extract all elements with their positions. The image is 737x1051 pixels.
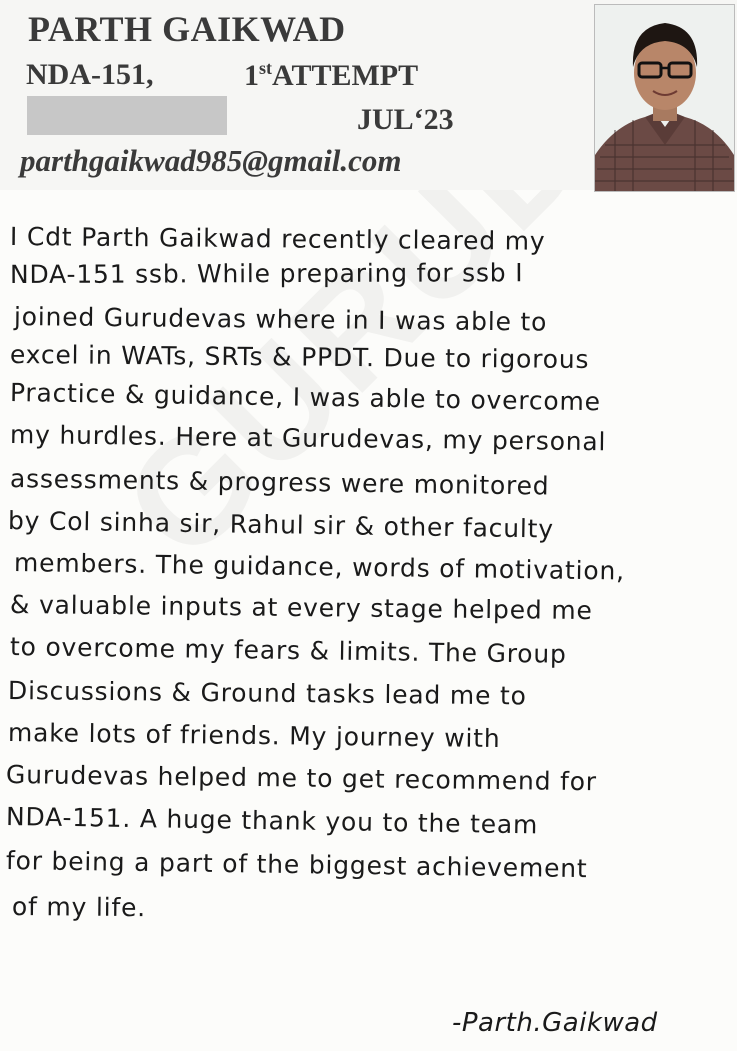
letter-line: of my life. [11,892,147,923]
letter-line: assessments & progress were monitored [9,464,550,501]
letter-line: Discussions & Ground tasks lead me to [7,676,527,711]
attempt-suffix: st [259,58,272,78]
candidate-name: PARTH GAIKWAD [28,9,346,49]
signature: -Parth.Gaikwad [452,1008,658,1038]
date-label: JUL‘23 [357,103,454,136]
email-address: parthgaikwad985@gmail.com [20,143,402,178]
letter-line: NDA-151 ssb. While preparing for ssb I [9,258,524,289]
letter-line: excel in WATs, SRTs & PPDT. Due to rigorous [9,340,590,375]
letter-line: Practice & guidance, I was able to overcome [9,378,602,417]
letter-line: for being a part of the biggest achievement [5,846,588,884]
batch-label: NDA-151, [26,58,154,91]
letter-line: by Col sinha sir, Rahul sir & other faculty [7,506,555,544]
letter-line: to overcome my fears & limits. The Group [9,632,567,669]
letter-line: my hurdles. Here at Gurudevas, my personal [9,420,607,457]
letter-line: NDA-151. A huge thank you to the team [5,802,539,840]
letter-line: Gurudevas helped me to get recommend for [5,760,598,797]
attempt-number: 1 [244,59,259,92]
letter-line: I Cdt Parth Gaikwad recently cleared my [9,222,546,256]
attempt-word: ATTEMPT [272,59,419,92]
letter-line: members. The guidance, words of motivation, [13,548,626,586]
letter-line: & valuable inputs at every stage helped me [9,590,593,626]
letter-line: make lots of friends. My journey with [7,718,501,754]
letter-line: joined Gurudevas where in I was able to [13,302,548,337]
